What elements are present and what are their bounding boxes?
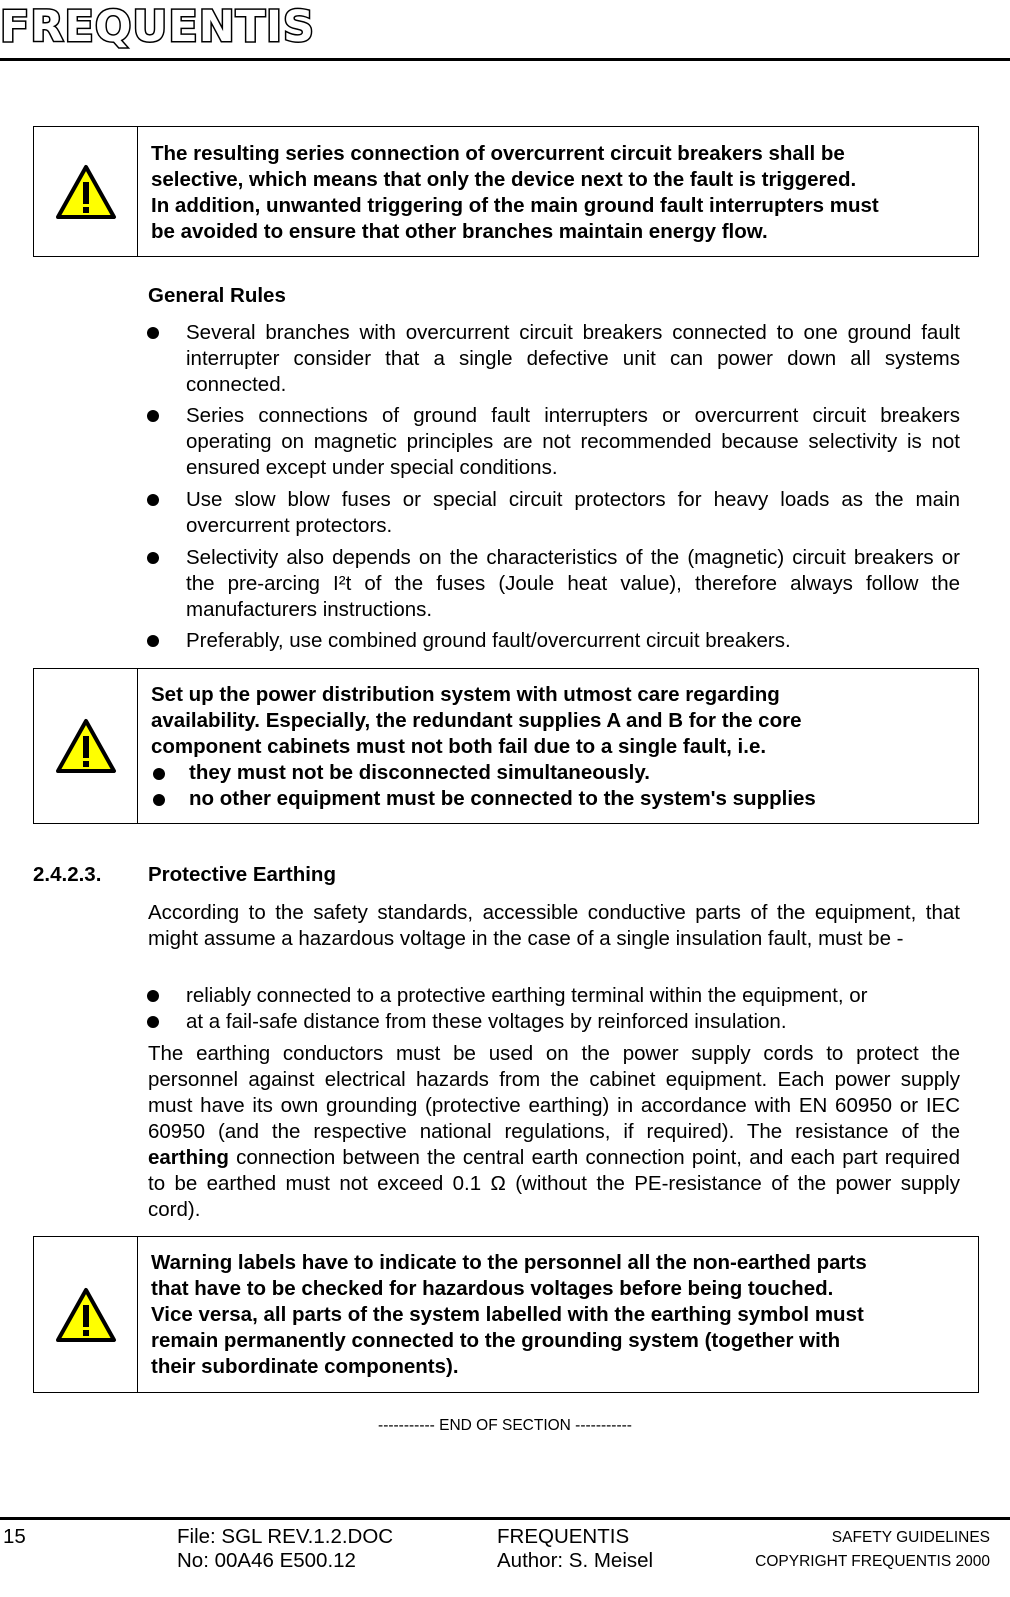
frequentis-logo: FREQUENTIS (0, 2, 315, 52)
bullet-dot (147, 410, 159, 422)
paragraph-text: connection between the central earth connection point, and each part required to be earthed must not exceed 0.1 Ω (without the PE-resistance of the power supply cord). (148, 1146, 960, 1221)
rule-item: Use slow blow fuses or special circuit protectors for heavy loads as the main overcurrent protectors. (186, 488, 960, 537)
warning-icon-cell (34, 1237, 138, 1392)
bullet-dot (147, 327, 159, 339)
warning-bullet (151, 786, 968, 812)
warning-line: their subordinate components). (151, 1355, 459, 1378)
bullet-dot (147, 990, 159, 1002)
warning-line: The resulting series connection of overcurrent circuit breakers shall be (151, 142, 845, 165)
warning-line: be avoided to ensure that other branches maintain energy flow. (151, 220, 768, 243)
warning-icon-cell (34, 669, 138, 823)
section-bullet: at a fail-safe distance from these voltages by reinforced insulation. (186, 1010, 787, 1033)
warning-line: selective, which means that only the device next to the fault is triggered. (151, 168, 857, 191)
warning-box (33, 1236, 979, 1393)
footer-file: File: SGL REV.1.2.DOC (177, 1525, 394, 1548)
footer-doc-type: SAFETY GUIDELINES (831, 1529, 990, 1546)
warning-line: In addition, unwanted triggering of the main ground fault interrupters must (151, 194, 879, 217)
warning-line: Warning labels have to indicate to the personnel all the non-earthed parts (151, 1251, 867, 1274)
warning-bullet-text: they must not be disconnected simultaneously. (189, 761, 650, 784)
warning-icon-cell (34, 127, 138, 256)
rule-item: Series connections of ground fault interrupters or overcurrent circuit breakers operating on magnetic principles are not recommended because selectivity is not ensured except under special conditions. (186, 404, 960, 479)
bullet-dot (153, 794, 165, 806)
general-rules-title: General Rules (148, 284, 286, 307)
warning-line: remain permanently connected to the grounding system (together with (151, 1329, 841, 1352)
warning-box (33, 668, 979, 824)
end-of-section: ----------- END OF SECTION ----------- (378, 1417, 632, 1434)
rule-item: Several branches with overcurrent circuit breakers connected to one ground fault interrupter consider that a single defective unit can power down all systems connected. (186, 321, 960, 396)
warning-text (151, 141, 968, 245)
rule-item: Preferably, use combined ground fault/overcurrent circuit breakers. (186, 629, 791, 652)
warning-box (33, 126, 979, 257)
footer-rule (0, 1517, 1010, 1520)
warning-triangle-icon (55, 164, 117, 220)
warning-line: Set up the power distribution system with utmost care regarding (151, 683, 780, 706)
section-bullet: reliably connected to a protective earthing terminal within the equipment, or (186, 984, 868, 1007)
footer-company: FREQUENTIS (497, 1525, 630, 1548)
bullet-dot (147, 494, 159, 506)
warning-line: component cabinets must not both fail due to a single fault, i.e. (151, 735, 767, 758)
warning-bullet-text: no other equipment must be connected to the system's supplies (189, 787, 816, 810)
paragraph-text: The earthing conductors must be used on the power supply cords to protect the personnel against electrical hazards from the cabinet equipment. Each power supply must have its own grounding (protective earthing) in accordance with EN 60950 or IEC 60950 (and the respective national regulations, if required). The resistance of the (148, 1042, 960, 1143)
warning-bullet (151, 760, 968, 786)
section-paragraph (148, 1041, 960, 1223)
warning-triangle-icon (55, 718, 117, 774)
warning-line: Vice versa, all parts of the system labelled with the earthing symbol must (151, 1303, 864, 1326)
paragraph-bold: earthing (148, 1146, 229, 1169)
warning-text (151, 1250, 968, 1380)
warning-line: availability. Especially, the redundant supplies A and B for the core (151, 709, 802, 732)
warning-text (151, 682, 968, 812)
footer-copyright: COPYRIGHT FREQUENTIS 2000 (755, 1553, 990, 1570)
rule-item: Selectivity also depends on the characteristics of the (magnetic) circuit breakers or the pre-arcing I²t of the fuses (Joule heat value), therefore always follow the manufacturers instructions. (186, 546, 960, 621)
warning-triangle-icon (55, 1287, 117, 1343)
section-title: Protective Earthing (148, 863, 336, 886)
page-number: 15 (3, 1525, 26, 1548)
warning-line: that have to be checked for hazardous voltages before being touched. (151, 1277, 834, 1300)
footer-doc-number: No: 00A46 E500.12 (177, 1549, 356, 1572)
section-number: 2.4.2.3. (33, 863, 102, 886)
footer-author: Author: S. Meisel (497, 1549, 654, 1572)
bullet-dot (147, 635, 159, 647)
section-intro: According to the safety standards, accessible conductive parts of the equipment, that might assume a hazardous voltage in the case of a single insulation fault, must be - (148, 901, 960, 950)
bullet-dot (147, 552, 159, 564)
bullet-dot (153, 768, 165, 780)
bullet-dot (147, 1016, 159, 1028)
header-rule (0, 58, 1010, 61)
